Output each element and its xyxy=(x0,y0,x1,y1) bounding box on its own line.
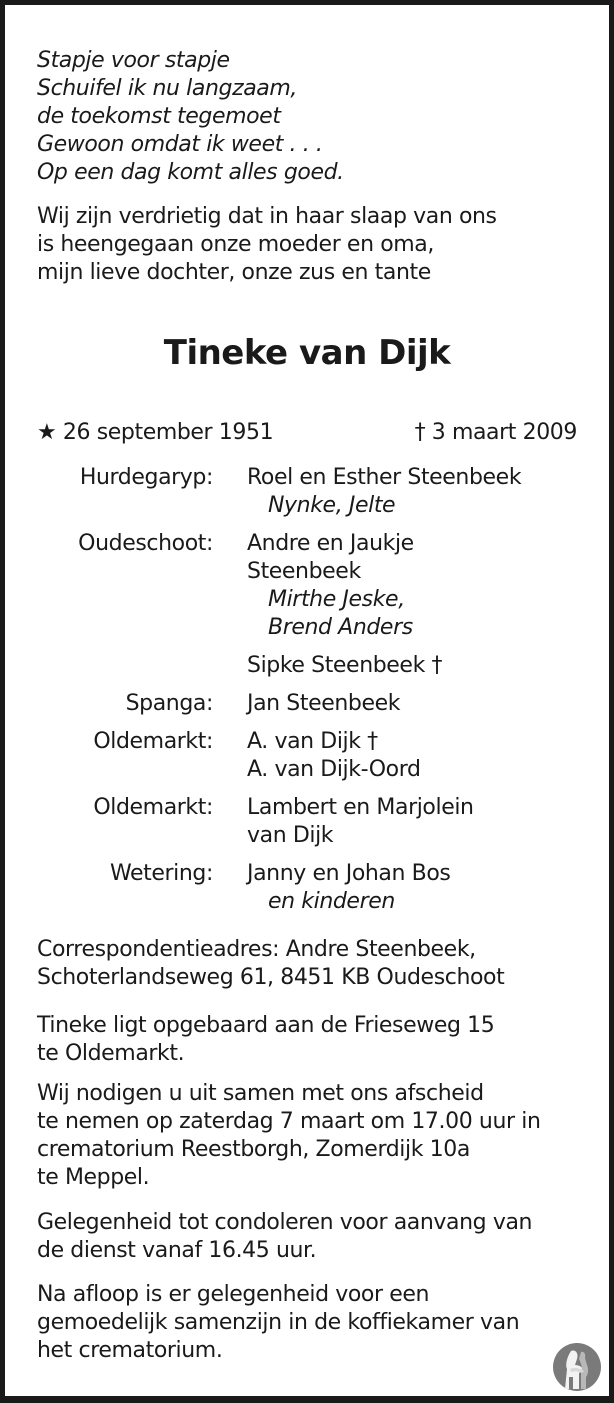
family-member: Steenbeek xyxy=(247,559,361,584)
family-place: Oldemarkt: xyxy=(93,795,213,820)
intro-line: mijn lieve dochter, onze zus en tante xyxy=(37,260,431,285)
family-names xyxy=(247,530,414,642)
birth-date: ★ 26 september 1951 xyxy=(37,420,274,445)
family-entry xyxy=(37,860,597,916)
family-place: Oldemarkt: xyxy=(93,729,213,754)
paragraph-line: Wij nodigen u uit samen met ons afscheid xyxy=(37,1081,484,1106)
family-names xyxy=(247,860,450,916)
family-children: Brend Anders xyxy=(268,615,413,640)
family-children: en kinderen xyxy=(268,889,395,914)
intro-line: Wij zijn verdrietig dat in haar slaap van ons xyxy=(37,204,497,229)
poem-line: Gewoon omdat ik weet . . . xyxy=(37,132,323,157)
paragraph-line: crematorium Reestborgh, Zomerdijk 10a xyxy=(37,1137,470,1162)
poem-line: Op een dag komt alles goed. xyxy=(37,160,344,185)
paragraph-line: gemoedelijk samenzijn in de koffiekamer van xyxy=(37,1310,520,1335)
family-member: A. van Dijk † xyxy=(247,729,378,754)
poem xyxy=(37,47,344,187)
paragraph-line: het crematorium. xyxy=(37,1338,223,1363)
paragraph-line: de dienst vanaf 16.45 uur. xyxy=(37,1238,317,1263)
paragraph-line: te Meppel. xyxy=(37,1165,150,1190)
family-member: van Dijk xyxy=(247,823,334,848)
family-place: Wetering: xyxy=(109,861,213,886)
family-list xyxy=(37,464,597,926)
paragraph-line: te Oldemarkt. xyxy=(37,1041,185,1066)
family-children: Nynke, Jelte xyxy=(268,493,396,518)
family-place: Spanga: xyxy=(125,691,213,716)
family-place: Oudeschoot: xyxy=(78,531,213,556)
family-names xyxy=(247,794,474,850)
poem-line: de toekomst tegemoet xyxy=(37,104,281,129)
family-place xyxy=(37,652,247,680)
closing-paragraph xyxy=(37,1012,494,1068)
family-member: Lambert en Marjolein xyxy=(247,795,474,820)
death-date: † 3 maart 2009 xyxy=(414,420,577,445)
family-member: Roel en Esther Steenbeek xyxy=(247,465,522,490)
family-member: A. van Dijk-Oord xyxy=(247,757,421,782)
closing-paragraph xyxy=(37,1281,519,1365)
family-names xyxy=(247,690,400,718)
closing-paragraph xyxy=(37,936,504,992)
family-member: Sipke Steenbeek † xyxy=(247,653,443,678)
family-entry xyxy=(37,530,597,642)
paragraph-line: Tineke ligt opgebaard aan de Frieseweg 15 xyxy=(37,1013,495,1038)
family-member: Andre en Jaukje xyxy=(247,531,414,556)
paragraph-line: Schoterlandseweg 61, 8451 KB Oudeschoot xyxy=(37,965,505,990)
paragraph-line: Correspondentieadres: Andre Steenbeek, xyxy=(37,937,476,962)
family-entry xyxy=(37,652,597,680)
family-member: Jan Steenbeek xyxy=(247,691,401,716)
family-names xyxy=(247,728,421,784)
family-entry xyxy=(37,464,597,520)
family-names xyxy=(247,464,521,520)
family-place: Hurdegaryp: xyxy=(79,465,213,490)
intro-line: is heengegaan onze moeder en oma, xyxy=(37,232,434,257)
closing-paragraph xyxy=(37,1209,532,1265)
poem-line: Schuifel ik nu langzaam, xyxy=(37,76,298,101)
paragraph-line: Gelegenheid tot condoleren voor aanvang van xyxy=(37,1210,533,1235)
family-entry xyxy=(37,690,597,718)
family-names xyxy=(247,652,442,680)
paragraph-line: te nemen op zaterdag 7 maart om 17.00 uur in xyxy=(37,1109,541,1134)
paragraph-line: Na afloop is er gelegenheid voor een xyxy=(37,1282,430,1307)
closing-paragraph xyxy=(37,1080,541,1192)
poem-line: Stapje voor stapje xyxy=(37,48,230,73)
family-member: Janny en Johan Bos xyxy=(247,861,451,886)
family-entry xyxy=(37,728,597,784)
embracing-figures-icon xyxy=(553,1343,601,1391)
deceased-name: Tineke van Dijk xyxy=(163,333,451,373)
family-children: Mirthe Jeske, xyxy=(268,587,405,612)
intro-text xyxy=(37,203,497,287)
family-entry xyxy=(37,794,597,850)
